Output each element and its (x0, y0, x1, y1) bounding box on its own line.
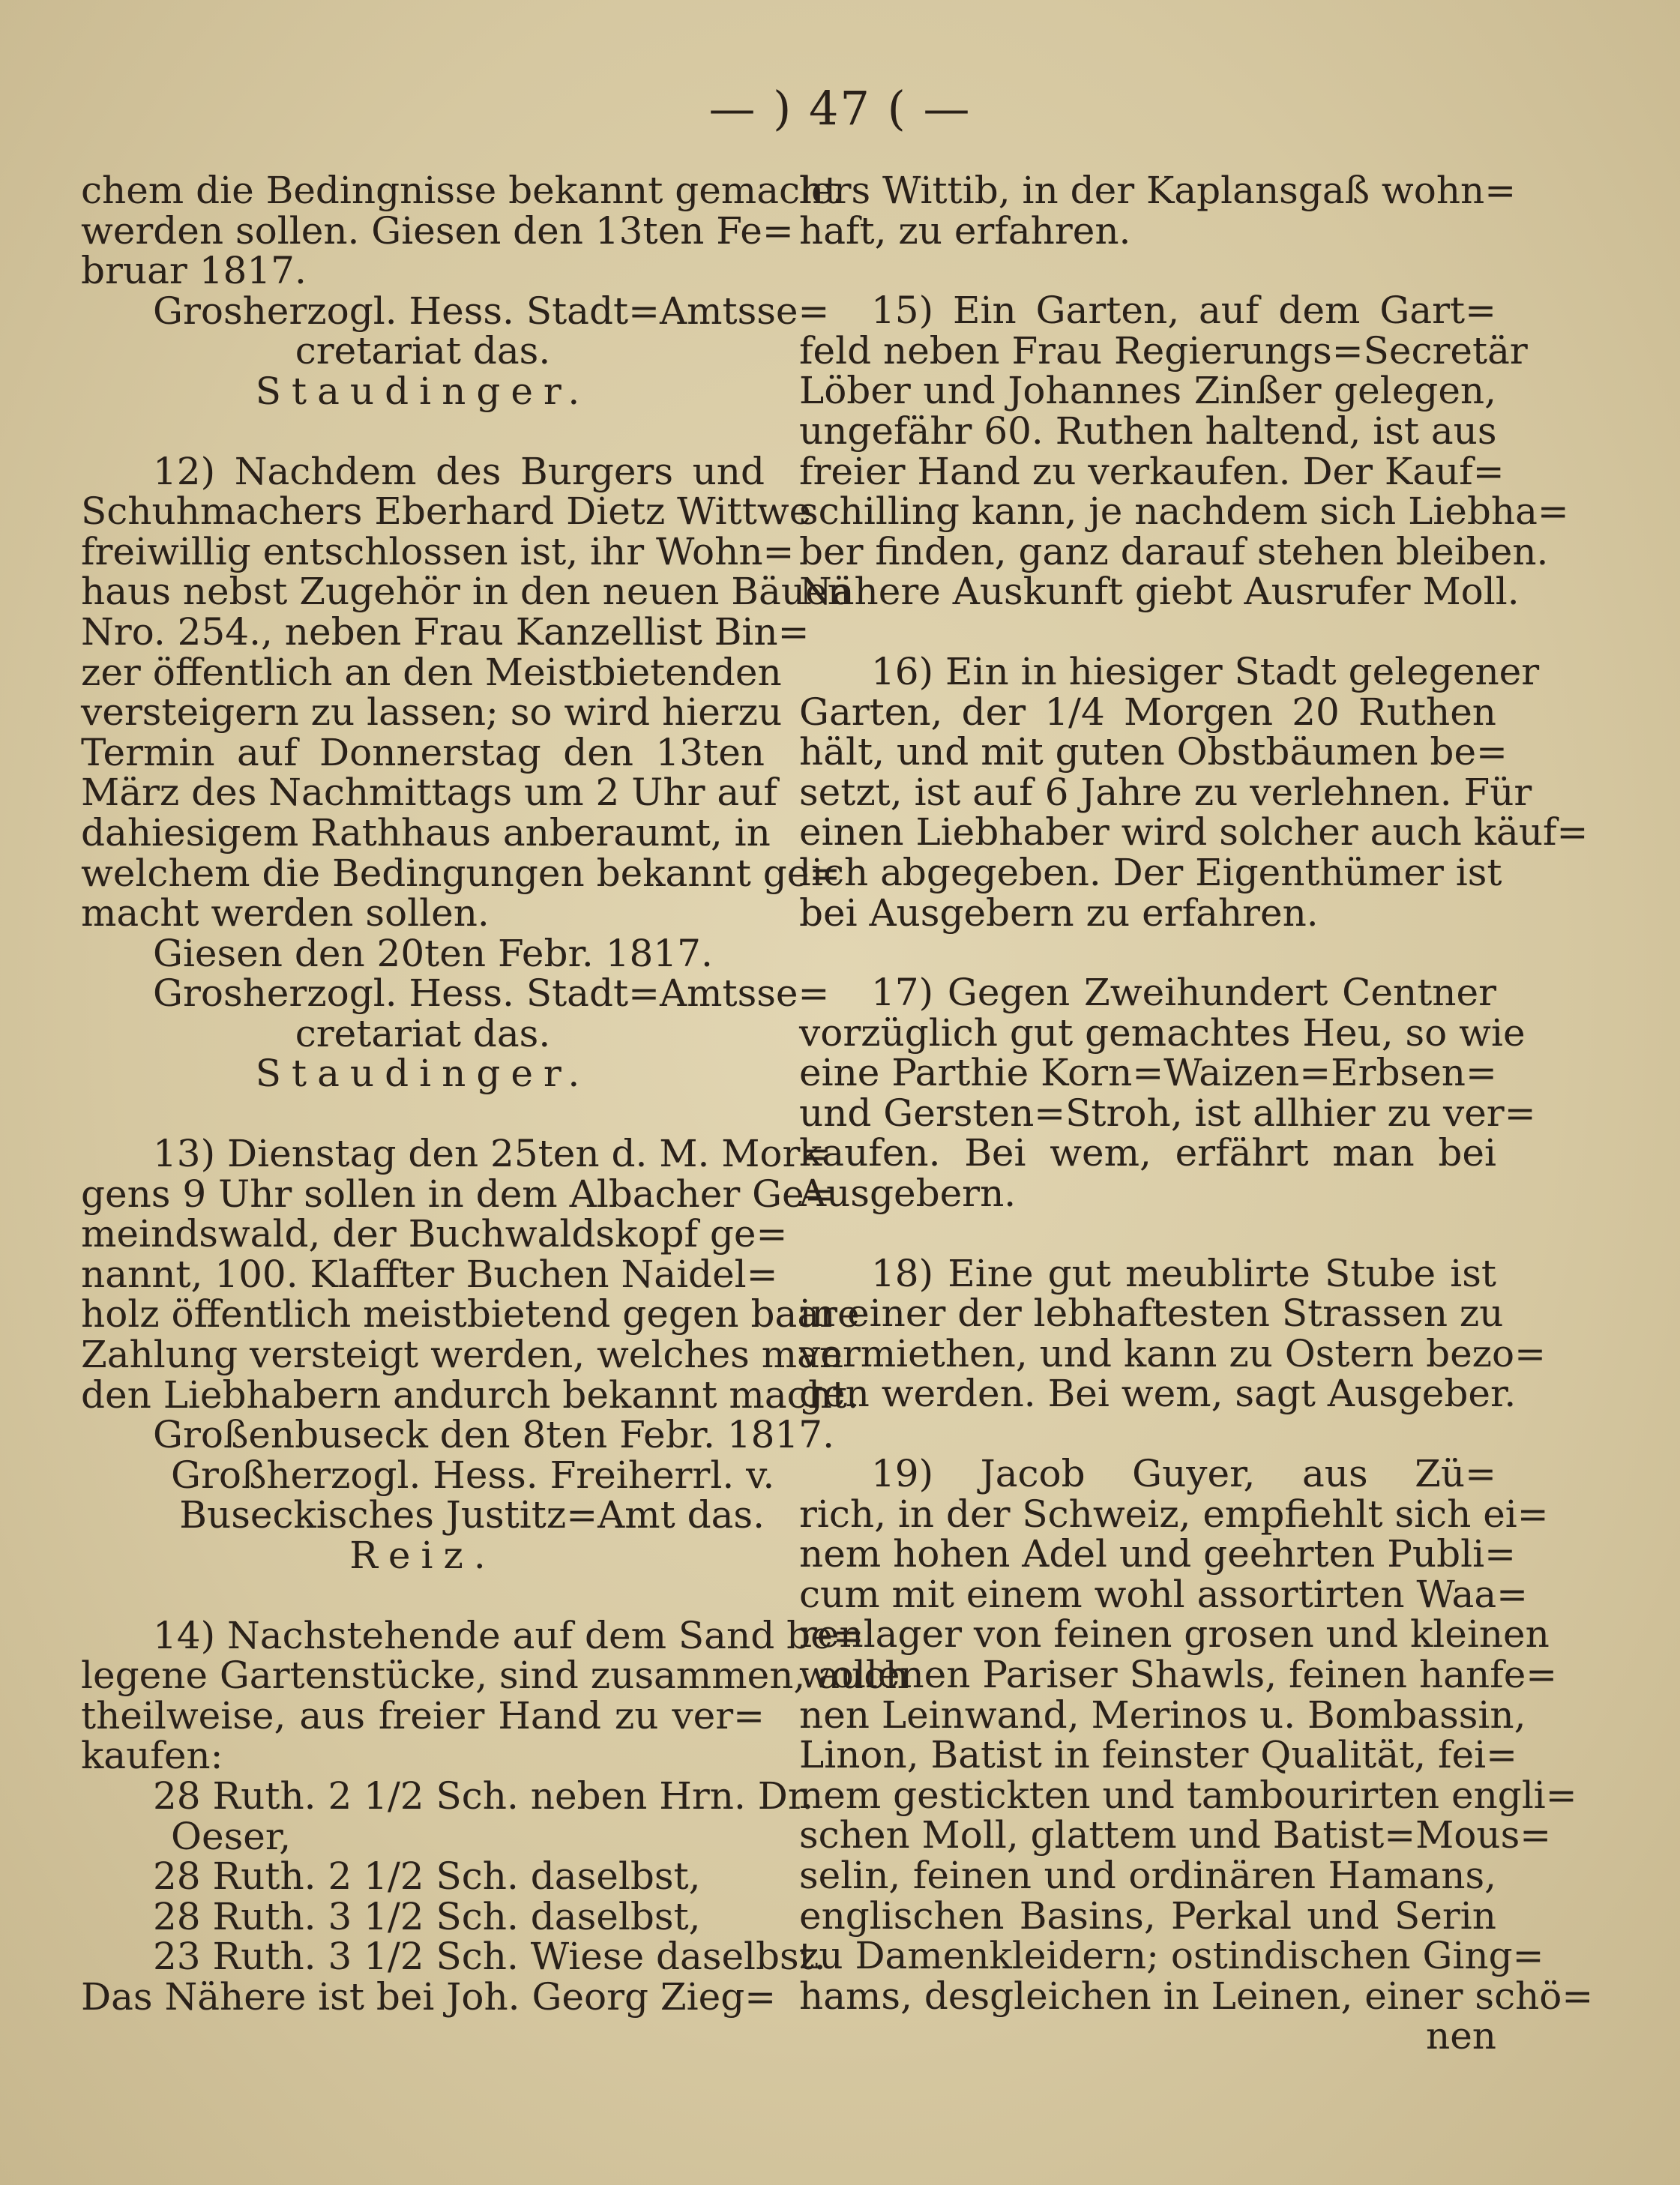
text-line: in einer der lebhaftesten Strassen zu (799, 1292, 1504, 1336)
text-line: haus nebst Zugehör in den neuen Bäuen (81, 570, 852, 614)
text-line: meindswald, der Buchwaldskopf ge= (81, 1212, 788, 1256)
text-line: hams, desgleichen in Leinen, einer schö= (799, 1974, 1594, 2018)
text-line: 28 Ruth. 2 1/2 Sch. neben Hrn. Dr. (153, 1773, 814, 1818)
text-line: Staudinger. (255, 369, 591, 413)
text-line: Grosherzogl. Hess. Stadt=Amtsse= (153, 971, 830, 1016)
text-line: hält, und mit guten Obstbäumen be= (799, 730, 1508, 774)
text-line: 28 Ruth. 3 1/2 Sch. daselbst, (153, 1894, 701, 1938)
text-line: lers Wittib, in der Kaplansgaß wohn= (799, 169, 1517, 212)
text-line: nem hohen Adel und geehrten Publi= (799, 1532, 1516, 1576)
text-line: Reiz. (349, 1534, 496, 1577)
text-line: nen (1426, 2014, 1496, 2058)
text-line: Großherzogl. Hess. Freiherrl. v. (171, 1453, 775, 1497)
notice-n15 (799, 289, 1569, 614)
text-line: 16) Ein in hiesiger Stadt gelegener (871, 649, 1540, 693)
text-line: legene Gartenstücke, sind zusammen, auch (81, 1654, 909, 1698)
notice-n19 (799, 1452, 1594, 2058)
text-line: holz öffentlich meistbietend gegen baare (81, 1292, 860, 1336)
text-line: 15) Ein Garten, auf dem Gart= (871, 289, 1496, 333)
notice-n14 (81, 1613, 909, 2019)
text-line: 18) Eine gut meublirte Stube ist (871, 1251, 1496, 1295)
text-line: vorzüglich gut gemachtes Heu, so wie (799, 1010, 1526, 1055)
text-line: Schuhmachers Eberhard Dietz Wittwe (81, 489, 812, 534)
text-line: macht werden sollen. (81, 891, 490, 935)
text-line: ungefähr 60. Ruthen haltend, ist aus (799, 409, 1497, 453)
text-line: Ausgebern. (799, 1172, 1017, 1216)
notice-n18 (799, 1251, 1547, 1416)
text-line: zu Damenkleidern; ostindischen Ging= (799, 1934, 1544, 1978)
text-line: Garten, der 1/4 Morgen 20 Ruthen (799, 690, 1496, 734)
text-line: kaufen: (81, 1734, 223, 1778)
notice-cont (81, 169, 840, 413)
text-line: einen Liebhaber wird solcher auch käuf= (799, 810, 1589, 855)
text-line: und Gersten=Stroh, ist allhier zu ver= (799, 1091, 1536, 1135)
text-line: 23 Ruth. 3 1/2 Sch. Wiese daselbst. (153, 1935, 826, 1979)
text-line: nannt, 100. Klaffter Buchen Naidel= (81, 1252, 778, 1296)
text-line: Buseckisches Justitz=Amt das. (179, 1493, 765, 1537)
text-line: Staudinger. (255, 1052, 591, 1096)
text-line: englischen Basins, Perkal und Serin (799, 1893, 1496, 1938)
notice-n17 (799, 971, 1536, 1216)
text-line: freier Hand zu verkaufen. Der Kauf= (799, 449, 1505, 493)
text-line: 28 Ruth. 2 1/2 Sch. daselbst, (153, 1854, 701, 1899)
text-line: feld neben Frau Regierungs=Secretär (799, 328, 1528, 373)
notice-n16 (799, 649, 1589, 935)
text-line: freiwillig entschlossen ist, ihr Wohn= (81, 529, 795, 573)
text-line: Zahlung versteigt werden, welches man (81, 1333, 844, 1377)
text-line: schilling kann, je nachdem sich Liebha= (799, 489, 1569, 534)
text-line: welchem die Bedingungen bekannt ge= (81, 851, 841, 895)
text-line: Großenbuseck den 8ten Febr. 1817. (153, 1413, 834, 1457)
text-line: cretariat das. (295, 329, 551, 373)
text-line: 13) Dienstag den 25ten d. M. Mor= (153, 1132, 832, 1176)
text-line: Das Nähere ist bei Joh. Georg Zieg= (81, 1974, 777, 2019)
text-line: kaufen. Bei wem, erfährt man bei (799, 1131, 1496, 1175)
text-line: den Liebhabern andurch bekannt macht. (81, 1372, 859, 1417)
text-line: Oeser, (171, 1814, 292, 1858)
text-line: nem gestickten und tambourirten engli= (799, 1773, 1577, 1817)
text-line: Nähere Auskunft giebt Ausrufer Moll. (799, 570, 1520, 614)
right-column (799, 169, 1594, 2097)
text-line: Nro. 254., neben Frau Kanzellist Bin= (81, 609, 810, 654)
text-line: nen Leinwand, Merinos u. Bombassin, (799, 1693, 1526, 1737)
text-line: dahiesigem Rathhaus anberaumt, in (81, 810, 771, 855)
text-line: cum mit einem wohl assortirten Waa= (799, 1572, 1529, 1616)
text-line: renlager von feinen grosen und kleinen (799, 1612, 1550, 1657)
text-line: lich abgegeben. Der Eigenthümer ist (799, 850, 1502, 894)
text-line: cretariat das. (295, 1011, 551, 1055)
text-line: versteigern zu lassen; so wird hierzu (81, 690, 783, 735)
text-line: schen Moll, glattem und Batist=Mous= (799, 1813, 1552, 1857)
text-line: Linon, Batist in feinster Qualität, fei= (799, 1733, 1518, 1777)
text-line: 14) Nachstehende auf dem Sand be= (153, 1613, 864, 1657)
text-line: selin, feinen und ordinären Hamans, (799, 1853, 1496, 1897)
text-line: bei Ausgebern zu erfahren. (799, 890, 1319, 935)
notice-n12 (81, 449, 852, 1096)
notice-n13 (81, 1132, 860, 1577)
text-line: chem die Bedingnisse bekannt gemacht (81, 169, 840, 212)
text-line: werden sollen. Giesen den 13ten Fe= (81, 208, 794, 253)
text-line: gens 9 Uhr sollen in dem Albacher Ge= (81, 1172, 836, 1216)
text-line: gen werden. Bei wem, sagt Ausgeber. (799, 1372, 1517, 1416)
text-line: wollenen Pariser Shawls, feinen hanfe= (799, 1653, 1558, 1696)
text-line: 17) Gegen Zweihundert Centner (871, 971, 1496, 1015)
page-number-header: — ) 47 ( — (708, 81, 972, 136)
text-line: Löber und Johannes Zinßer gelegen, (799, 369, 1496, 413)
text-line: zer öffentlich an den Meistbietenden (81, 650, 782, 694)
text-line: vermiethen, und kann zu Ostern bezo= (799, 1331, 1547, 1375)
text-line: rich, in der Schweiz, empfiehlt sich ei= (799, 1492, 1549, 1536)
text-line: 19) Jacob Guyer, aus Zü= (871, 1452, 1496, 1496)
text-line: Termin auf Donnerstag den 13ten (81, 730, 765, 774)
text-line: Giesen den 20ten Febr. 1817. (153, 931, 713, 975)
text-line: theilweise, aus freier Hand zu ver= (81, 1693, 765, 1738)
text-line: Grosherzogl. Hess. Stadt=Amtsse= (153, 289, 830, 333)
text-line: ber finden, ganz darauf stehen bleiben. (799, 529, 1549, 573)
text-line: setzt, ist auf 6 Jahre zu verlehnen. Für (799, 770, 1532, 814)
text-line: eine Parthie Korn=Waizen=Erbsen= (799, 1051, 1497, 1095)
text-line: bruar 1817. (81, 249, 307, 293)
text-line: März des Nachmittags um 2 Uhr auf (81, 771, 777, 815)
text-line: 12) Nachdem des Burgers und (153, 449, 765, 493)
notice-cont14 (799, 169, 1517, 253)
text-line: haft, zu erfahren. (799, 208, 1131, 253)
